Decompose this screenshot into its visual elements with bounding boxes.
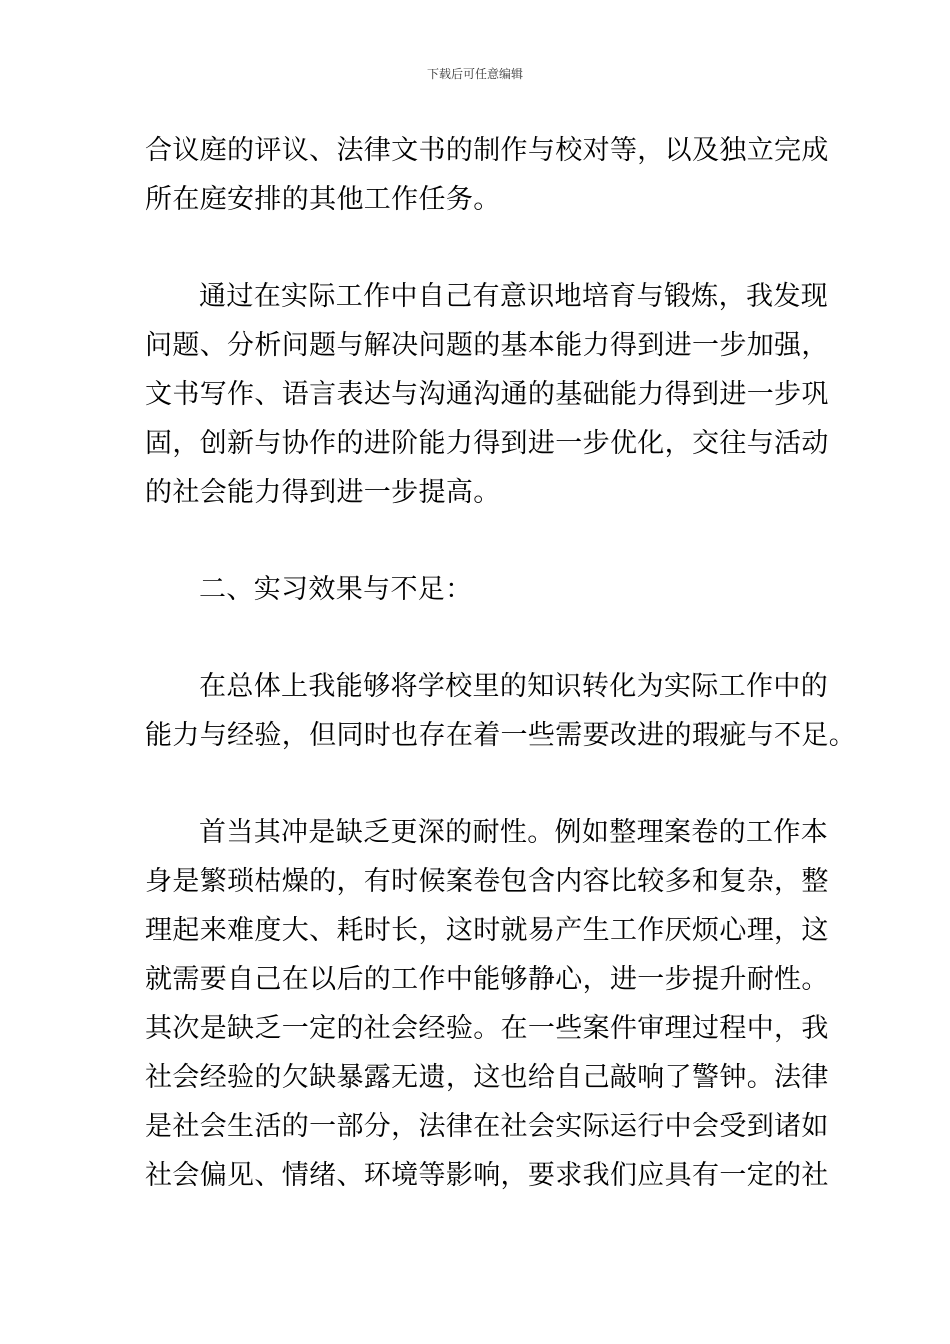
text-line: 能力与经验，但同时也存在着一些需要改进的瑕疵与不足。	[145, 720, 857, 751]
text-line: 通过在实际工作中自己有意识地培育与锻炼，我发现	[199, 281, 829, 312]
text-line: 合议庭的评议、法律文书的制作与校对等，以及独立完成	[145, 135, 829, 166]
document-body	[145, 126, 857, 1200]
paragraph-gap	[145, 614, 810, 662]
text-line: 其次是缺乏一定的社会经验。在一些案件审理过程中，我	[145, 1013, 829, 1044]
paragraph-gap	[145, 517, 810, 565]
paragraph-gap	[145, 224, 810, 272]
text-line: 社会偏见、情绪、环境等影响，要求我们应具有一定的社	[145, 1160, 829, 1191]
text-line: 就需要自己在以后的工作中能够静心，进一步提升耐性。	[145, 964, 829, 995]
text-line: 社会经验的欠缺暴露无遗，这也给自己敲响了警钟。法律	[145, 1062, 829, 1093]
text-line: 的社会能力得到进一步提高。	[145, 477, 501, 508]
paragraph-overall	[145, 662, 857, 760]
text-line: 问题、分析问题与解决问题的基本能力得到进一步加强，	[145, 330, 829, 361]
section-heading	[145, 565, 810, 614]
text-line: 固，创新与协作的进阶能力得到进一步优化，交往与活动	[145, 428, 829, 459]
heading-line: 二、实习效果与不足：	[199, 574, 473, 605]
text-line: 理起来难度大、耗时长，这时就易产生工作厌烦心理，这	[145, 915, 829, 946]
text-line: 在总体上我能够将学校里的知识转化为实际工作中的	[199, 671, 829, 702]
text-line: 身是繁琐枯燥的，有时候案卷包含内容比较多和复杂，整	[145, 866, 829, 897]
paragraph-shortcomings	[145, 808, 829, 1200]
text-line: 文书写作、语言表达与沟通沟通的基础能力得到进一步巩	[145, 379, 829, 410]
text-line: 所在庭安排的其他工作任务。	[145, 184, 501, 215]
text-line: 首当其冲是缺乏更深的耐性。例如整理案卷的工作本	[199, 817, 829, 848]
page-header: 下载后可任意编辑	[426, 67, 523, 81]
paragraph-continuation	[145, 126, 829, 224]
text-line: 是社会生活的一部分，法律在社会实际运行中会受到诸如	[145, 1111, 829, 1142]
paragraph-abilities	[145, 272, 829, 517]
paragraph-gap	[145, 760, 810, 808]
